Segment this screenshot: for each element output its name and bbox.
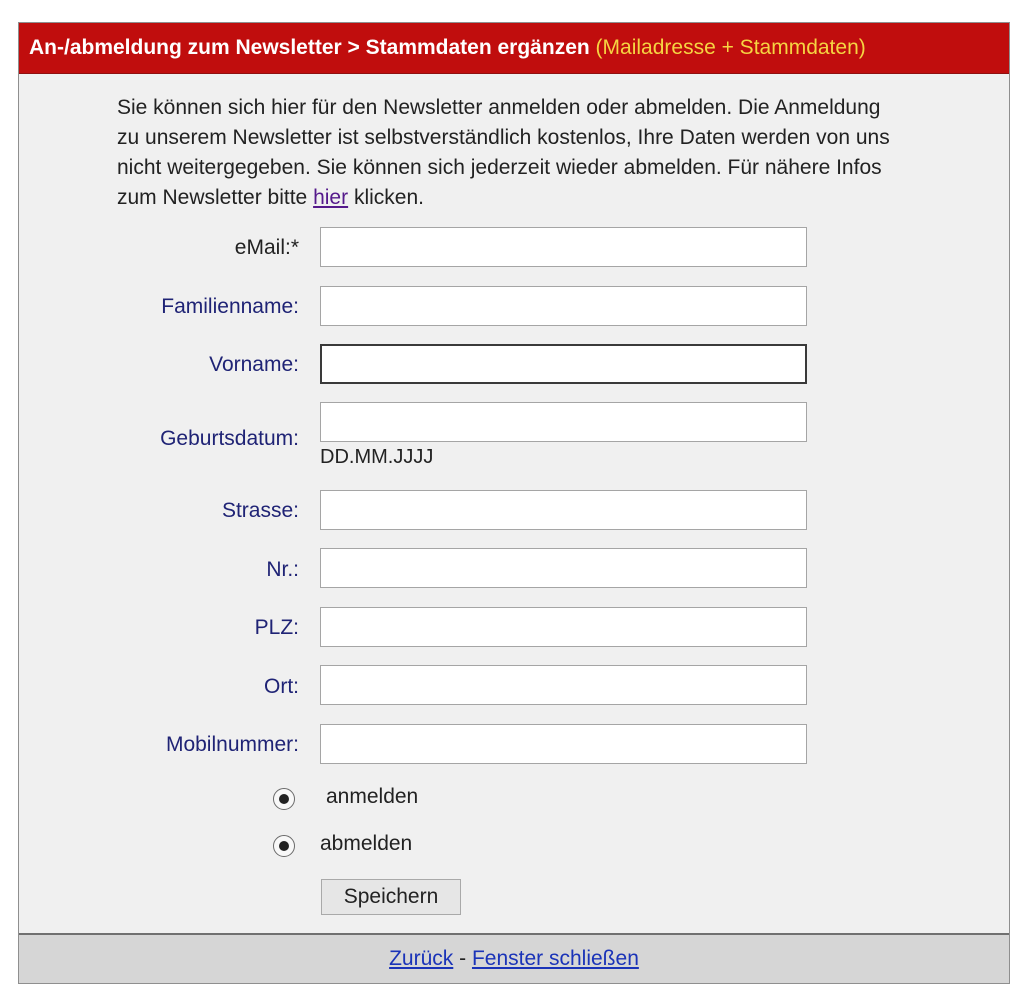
lastname-label: Familienname: — [161, 295, 299, 318]
street-input[interactable] — [320, 490, 807, 530]
info-link[interactable]: hier — [313, 186, 349, 209]
number-label: Nr.: — [266, 558, 299, 581]
city-input[interactable] — [320, 665, 807, 705]
back-link[interactable]: Zurück — [389, 947, 454, 970]
subscribe-radio[interactable] — [273, 788, 295, 810]
intro-text — [117, 93, 907, 213]
unsubscribe-label[interactable]: abmelden — [320, 832, 413, 855]
number-input[interactable] — [320, 548, 807, 588]
birthdate-format-hint: DD.MM.JJJJ — [320, 446, 434, 468]
unsubscribe-radio[interactable] — [273, 835, 295, 857]
subscribe-label[interactable]: anmelden — [326, 785, 419, 808]
email-input[interactable] — [320, 227, 807, 267]
intro-text-after: klicken. — [348, 186, 424, 209]
firstname-label: Vorname: — [209, 353, 299, 376]
header-substep: (Mailadresse + Stammdaten) — [595, 36, 866, 59]
mobile-input[interactable] — [320, 724, 807, 764]
birthdate-input[interactable] — [320, 402, 807, 442]
close-window-link[interactable]: Fenster schließen — [471, 947, 639, 970]
panel-footer — [19, 933, 1009, 983]
header-separator: > — [341, 36, 366, 59]
footer-separator: - — [453, 947, 472, 970]
email-label: eMail:* — [234, 236, 299, 259]
intro-text-before: Sie können sich hier für den Newsletter anmelden oder abmelden. Die Anmeldung zu unserem Newsletter ist selbstverständlich kostenlos, Ihre Daten werden von uns nicht weitergegeben. Sie können sich jederzeit wieder abmelden. Für nähere Infos zum Newsletter bitte — [117, 96, 890, 209]
panel-header — [19, 23, 1009, 74]
city-label: Ort: — [264, 675, 299, 698]
save-button[interactable]: Speichern — [321, 879, 461, 915]
zip-label: PLZ: — [254, 616, 299, 639]
header-step: Stammdaten ergänzen — [365, 36, 590, 59]
header-title: An-/abmeldung zum Newsletter — [29, 36, 342, 59]
firstname-input[interactable] — [320, 344, 807, 384]
birthdate-label: Geburtsdatum: — [160, 427, 299, 450]
street-label: Strasse: — [221, 499, 299, 522]
zip-input[interactable] — [320, 607, 807, 647]
newsletter-panel — [18, 22, 1010, 984]
lastname-input[interactable] — [320, 286, 807, 326]
mobile-label: Mobilnummer: — [165, 733, 299, 756]
